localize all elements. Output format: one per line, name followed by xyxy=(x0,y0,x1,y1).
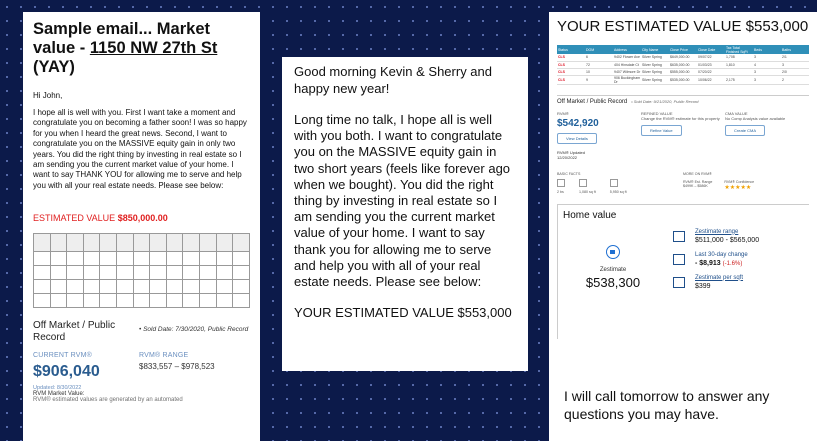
card-header: Off Market / Public Record xyxy=(557,98,628,105)
comps-cell: 10 xyxy=(585,68,613,75)
comps-cell: 404 Hinsdale Ct xyxy=(613,61,641,68)
right-title: YOUR ESTIMATED VALUE $553,000 xyxy=(557,18,809,35)
create-cma-button[interactable]: Create CMA xyxy=(725,125,765,136)
more-on-label: MORE ON RVM® xyxy=(683,171,712,176)
card-header-note: • Sold Date: 9/21/2020, Public Record xyxy=(631,99,699,104)
right-bottom-text: I will call tomorrow to answer any questions you may have. xyxy=(564,388,770,422)
comps-cell: 07/20/22 xyxy=(697,68,725,75)
middle-body: Long time no talk, I hope all is well with you both. I want to congratulate you on the MASSIVE equity gain in two short years (feels like forever ago when we bought). You did the right thing by investing in real estate so I am sending you the current market value of your home. I want to say thank you for allowing me to serve and help you with all of your real estate needs. Please see below: xyxy=(294,112,511,290)
comps-cell: 906 Buckingham Dr xyxy=(614,75,641,84)
comps-header-cell: Beds xyxy=(753,45,781,54)
comps-cell: Silver Spring xyxy=(641,54,669,61)
change-label: Last 30-day change xyxy=(695,251,748,258)
comps-cell: Silver Spring xyxy=(641,61,669,68)
comps-cell: $635,000.00 xyxy=(669,61,697,68)
comps-cell: 2/0 xyxy=(781,68,809,75)
rvm-card xyxy=(557,95,809,194)
updated-date: Updated: 8/30/2022 xyxy=(33,385,82,392)
mini-comps-table xyxy=(33,233,250,308)
rvm-label: RVM® xyxy=(557,110,569,116)
refined-label: REFINED VALUE xyxy=(641,110,673,116)
comps-cell: 1,708 xyxy=(725,54,753,61)
rvm-updated-date: 12/20/2022 xyxy=(557,154,578,160)
comps-cell: CLS xyxy=(557,75,585,84)
left-greeting: Hi John, xyxy=(33,91,63,100)
comps-cell: 1,810 xyxy=(725,61,753,68)
title-address: 1150 NW 27th St xyxy=(89,39,218,57)
zestimate-label: Zestimate xyxy=(599,266,627,273)
comps-header-cell: DOM xyxy=(585,45,613,54)
comps-cell: 10/06/22 xyxy=(697,75,725,84)
lot-icon xyxy=(610,179,618,187)
refine-value-button[interactable]: Refine Value xyxy=(641,125,682,136)
rvm-range-label: RVM® RANGE xyxy=(139,352,189,360)
title-prefix: Sample email... Market value - xyxy=(33,20,210,57)
comps-cell: 3 xyxy=(753,75,781,84)
beds: 2 bs xyxy=(557,189,564,194)
lot: 5,950 sq ft xyxy=(609,189,627,194)
table-row xyxy=(557,61,809,68)
rvm-updated-label: RVM® Updated xyxy=(557,149,585,155)
left-email-title xyxy=(33,20,250,77)
current-rvm-value: $906,040 xyxy=(33,363,100,381)
confidence-stars: ★★★★★ xyxy=(724,184,752,191)
est-range-label: RVM® Est. Range xyxy=(683,179,713,184)
off-market-label: Off Market / Public Record xyxy=(33,320,116,344)
current-rvm-label: CURRENT RVM® xyxy=(33,352,93,360)
change-value: - $8,913 xyxy=(695,259,721,267)
per-sqft-label[interactable]: Zestimate per sqft xyxy=(695,274,744,281)
zestimate-value: $538,300 xyxy=(585,274,641,290)
comps-cell: 72 xyxy=(585,61,613,68)
per-sqft-value: $399 xyxy=(695,282,711,290)
house-icon xyxy=(606,245,620,259)
confidence-label: RVM® Confidence xyxy=(724,179,755,184)
rvm-range-value: $833,557 – $978,523 xyxy=(139,362,215,372)
comps-cell: 3 xyxy=(753,54,781,61)
change-pct: (-1.6%) xyxy=(722,260,743,267)
comps-cell: 4 xyxy=(753,61,781,68)
zestimate-card xyxy=(557,204,809,339)
sold-date: • Sold Date: 7/30/2020, Public Record xyxy=(139,326,249,334)
comps-cell xyxy=(725,68,753,75)
comps-cell: CLS xyxy=(557,61,585,68)
left-email-panel xyxy=(23,12,260,441)
comps-cell: 3 xyxy=(781,61,809,68)
refined-note: Change the RVM® estimate for this property xyxy=(641,115,720,121)
table-row xyxy=(557,75,809,84)
basic-facts-label: BASIC FACTS xyxy=(557,171,581,176)
comps-header-cell: Close Date xyxy=(697,45,725,54)
zestimate-range-value: $511,000 - $565,000 xyxy=(695,236,760,244)
middle-email-panel xyxy=(282,57,528,371)
comps-cell: 2,175 xyxy=(725,75,753,84)
middle-estimated: YOUR ESTIMATED VALUE $553,000 xyxy=(294,305,512,321)
comps-table xyxy=(557,45,809,85)
monitor-icon xyxy=(673,254,685,265)
comps-header-cell: Address xyxy=(613,45,641,54)
home-value-heading: Home value xyxy=(563,209,617,221)
comps-cell: 01/03/23 xyxy=(697,61,725,68)
per-sqft-icon xyxy=(673,277,685,288)
comps-cell: 2 xyxy=(781,75,809,84)
rvm-note: RVM® estimated values are generated by an automated xyxy=(33,397,183,404)
right-email-panel xyxy=(549,12,817,441)
comps-cell: 09/07/22 xyxy=(697,54,725,61)
left-body: I hope all is well with you. First I want take a moment and congratulate you on becoming a father soon! I was so happy for you when I heard the great news. Second, I want to congratulate you on the MASSIVE equity gain in only two years. You did the right thing by investing in real estate so I am sending you the current market value of your home. I want to say THANK YOU for allowing me to serve and help you with all your real estate needs. Please see below: xyxy=(33,108,247,190)
comps-cell: 2/1 xyxy=(781,54,809,61)
table-row xyxy=(557,54,809,61)
comps-header-cell: Tax Total Finished SqFt xyxy=(725,45,753,54)
comps-header-cell: Close Price xyxy=(669,45,697,54)
title-suffix: (YAY) xyxy=(33,58,75,76)
zestimate-range-label[interactable]: Zestimate range xyxy=(695,228,739,235)
cma-label: CMA VALUE xyxy=(725,110,748,116)
rvm-market-label: RVM Market Value: xyxy=(33,391,85,398)
comps-cell: CLS xyxy=(557,68,585,75)
bed-icon xyxy=(557,179,565,187)
comps-cell: $535,000.00 xyxy=(669,75,697,84)
left-estimated xyxy=(33,213,250,223)
sqft: 1,080 sq ft xyxy=(579,189,596,194)
basic-facts xyxy=(557,172,809,194)
estimated-label: ESTIMATED VALUE xyxy=(33,213,118,224)
view-details-button[interactable]: View Details xyxy=(557,133,597,144)
cma-note: No Comp Analysis value available xyxy=(725,115,786,121)
comps-header-cell: Baths xyxy=(781,45,809,54)
comps-cell: 6 xyxy=(585,54,613,61)
est-range-value: $499K – $586K xyxy=(683,183,708,188)
comps-cell: $649,000.00 xyxy=(669,54,697,61)
rvm-row xyxy=(33,352,250,381)
sqft-icon xyxy=(579,179,587,187)
comps-header-cell: Status xyxy=(557,45,585,54)
comps-cell: 9402 Flower Ave xyxy=(614,55,641,60)
rvm-value: $542,920 xyxy=(557,117,599,129)
estimated-value: $850,000.00 xyxy=(117,213,168,224)
off-market-row xyxy=(33,320,250,344)
comps-cell: 9 xyxy=(585,75,613,84)
comps-cell: $555,000.00 xyxy=(669,68,697,75)
comps-cell: CLS xyxy=(557,54,585,61)
middle-greeting: Good morning Kevin & Sherry and happy new year! xyxy=(294,64,492,96)
comps-cell: 3 xyxy=(753,68,781,75)
comps-header-cell: City Name xyxy=(641,45,669,54)
calculator-icon xyxy=(673,231,685,242)
comps-cell: 9407 Wilmore Dr xyxy=(614,69,641,74)
comps-cell: Silver Spring xyxy=(641,68,669,75)
table-row xyxy=(557,68,809,75)
comps-cell: Silver Spring xyxy=(641,75,669,84)
